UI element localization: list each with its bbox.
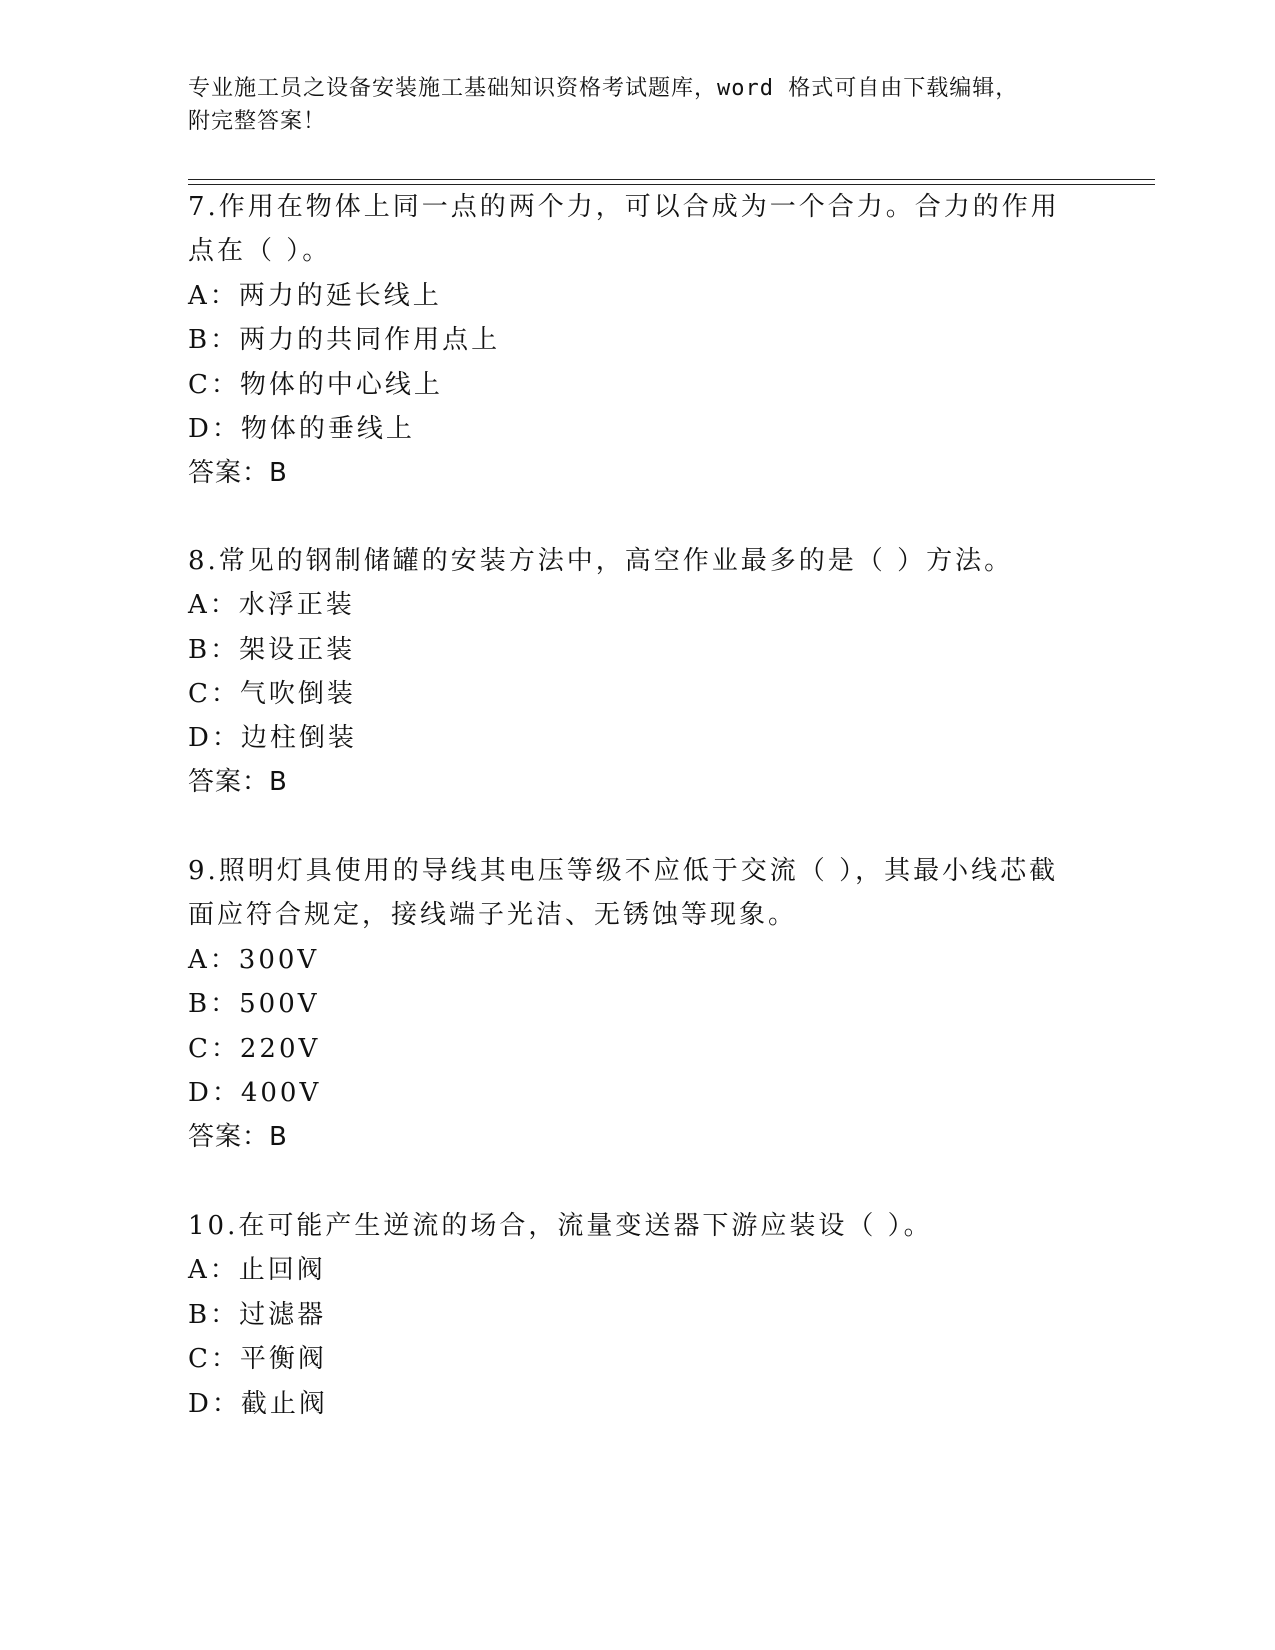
question-7-option-c: C：物体的中心线上 <box>188 370 443 400</box>
question-9-stem-line-2: 面应符合规定，接线端子光洁、无锈蚀等现象。 <box>188 900 798 930</box>
question-7-option-b: B：两力的共同作用点上 <box>188 325 501 355</box>
question-9-answer: 答案：B <box>188 1122 288 1152</box>
question-7-stem-line-2: 点在（ ）。 <box>188 236 332 266</box>
question-10-option-a: A：止回阀 <box>188 1255 326 1285</box>
question-8-option-b: B：架设正装 <box>188 635 356 665</box>
question-9-option-c: C：220V <box>188 1034 321 1064</box>
question-7-option-a: A：两力的延长线上 <box>188 281 442 311</box>
question-8-answer: 答案：B <box>188 767 288 797</box>
question-10-option-c: C：平衡阀 <box>188 1344 327 1374</box>
question-8-option-d: D：边柱倒装 <box>188 723 357 753</box>
question-9-option-d: D：400V <box>188 1078 322 1108</box>
header-divider-top <box>188 179 1155 180</box>
question-7-option-d: D：物体的垂线上 <box>188 414 415 444</box>
header-line-2: 附完整答案！ <box>188 109 327 134</box>
question-10-option-d: D：截止阀 <box>188 1389 328 1419</box>
question-8-option-c: C：气吹倒装 <box>188 679 356 709</box>
question-7-stem-line-1: 7.作用在物体上同一点的两个力，可以合成为一个合力。合力的作用 <box>188 192 1060 222</box>
header-line-1: 专业施工员之设备安装施工基础知识资格考试题库，word 格式可自由下载编辑， <box>188 76 1019 101</box>
question-9-option-b: B：500V <box>188 989 320 1019</box>
document-header <box>188 72 1088 138</box>
question-10-stem-line-1: 10.在可能产生逆流的场合，流量变送器下游应装设（ ）。 <box>188 1211 933 1241</box>
question-9-stem-line-1: 9.照明灯具使用的导线其电压等级不应低于交流（ ），其最小线芯截 <box>188 856 1059 886</box>
question-9-option-a: A：300V <box>188 945 320 975</box>
question-8-option-a: A：水浮正装 <box>188 590 355 620</box>
question-8-stem-line-1: 8.常见的钢制储罐的安装方法中，高空作业最多的是（ ）方法。 <box>188 546 1014 576</box>
header-divider-bottom <box>188 184 1155 185</box>
question-10-option-b: B：过滤器 <box>188 1300 327 1330</box>
question-7-answer: 答案：B <box>188 458 288 488</box>
